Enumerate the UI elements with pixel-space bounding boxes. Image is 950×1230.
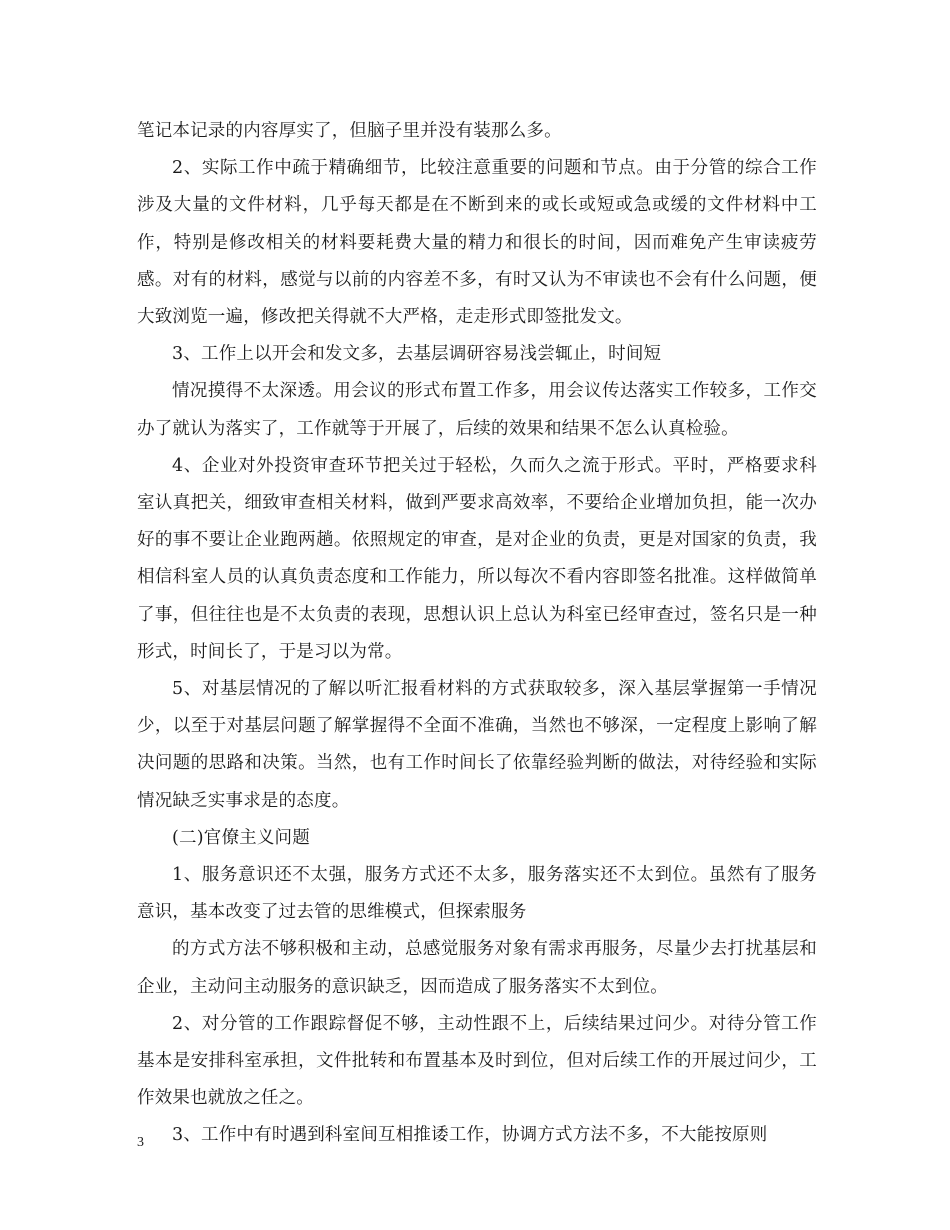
- paragraph-4: 情况摸得不太深透。用会议的形式布置工作多，用会议传达落实工作较多，工作交办了就认为落实了，工作就等于开展了，后续的效果和结果不怎么认真检验。: [137, 381, 817, 439]
- paragraph-6: 5、对基层情况的了解以听汇报看材料的方式获取较多，深入基层掌握第一手情况少，以至于对基层问题了解掌握得不全面不准确，当然也不够深，一定程度上影响了解决问题的思路和决策。当然，也有工作时间长了依靠经验判断的做法，对待经验和实际情况缺乏实事求是的态度。: [137, 679, 817, 811]
- paragraph-7: 1、服务意识还不太强，服务方式还不太多，服务落实还不太到位。虽然有了服务意识，基本改变了过去管的思维模式，但探索服务: [137, 865, 817, 923]
- paragraph-9: 2、对分管的工作跟踪督促不够，主动性跟不上，后续结果过问少。对待分管工作基本是安排科室承担，文件批转和布置基本及时到位，但对后续工作的开展过问少，工作效果也就放之任之。: [137, 1013, 817, 1109]
- paragraph-3: 3、工作上以开会和发文多，去基层调研容易浅尝辄止，时间短: [172, 344, 662, 365]
- page-number: 3: [137, 1135, 144, 1150]
- paragraph-1: 笔记本记录的内容厚实了，但脑子里并没有装那么多。: [137, 121, 562, 141]
- paragraph-8: 的方式方法不够积极和主动，总感觉服务对象有需求再服务，尽量少去打扰基层和企业，主动问主动服务的意识缺乏，因而造成了服务落实不太到位。: [137, 939, 817, 997]
- document-body: [137, 113, 817, 1155]
- paragraph-2: 2、实际工作中疏于精确细节，比较注意重要的问题和节点。由于分管的综合工作涉及大量的文件材料，几乎每天都是在不断到来的或长或短或急或缓的文件材料中工作，特别是修改相关的材料要耗费大量的精力和很长的时间，因而难免产生审读疲劳感。对有的材料，感觉与以前的内容差不多，有时又认为不审读也不会有什么问题，便大致浏览一遍，修改把关得就不大严格，走走形式即签批发文。: [137, 158, 817, 328]
- paragraph-10: 3、工作中有时遇到科室间互相推诿工作，协调方式方法不多，不大能按原则: [172, 1125, 768, 1146]
- paragraph-5: 4、企业对外投资审查环节把关过于轻松，久而久之流于形式。平时，严格要求科室认真把关，细致审查相关材料，做到严要求高效率，不要给企业增加负担，能一次办好的事不要让企业跑两趟。依照规定的审查，是对企业的负责，更是对国家的负责，我相信科室人员的认真负责态度和工作能力，所以每次不看内容即签名批准。这样做简单了事，但往往也是不太负责的表现，思想认识上总认为科室已经审查过，签名只是一种形式，时间长了，于是习以为常。: [137, 455, 817, 662]
- section-heading: (二)官僚主义问题: [172, 827, 310, 848]
